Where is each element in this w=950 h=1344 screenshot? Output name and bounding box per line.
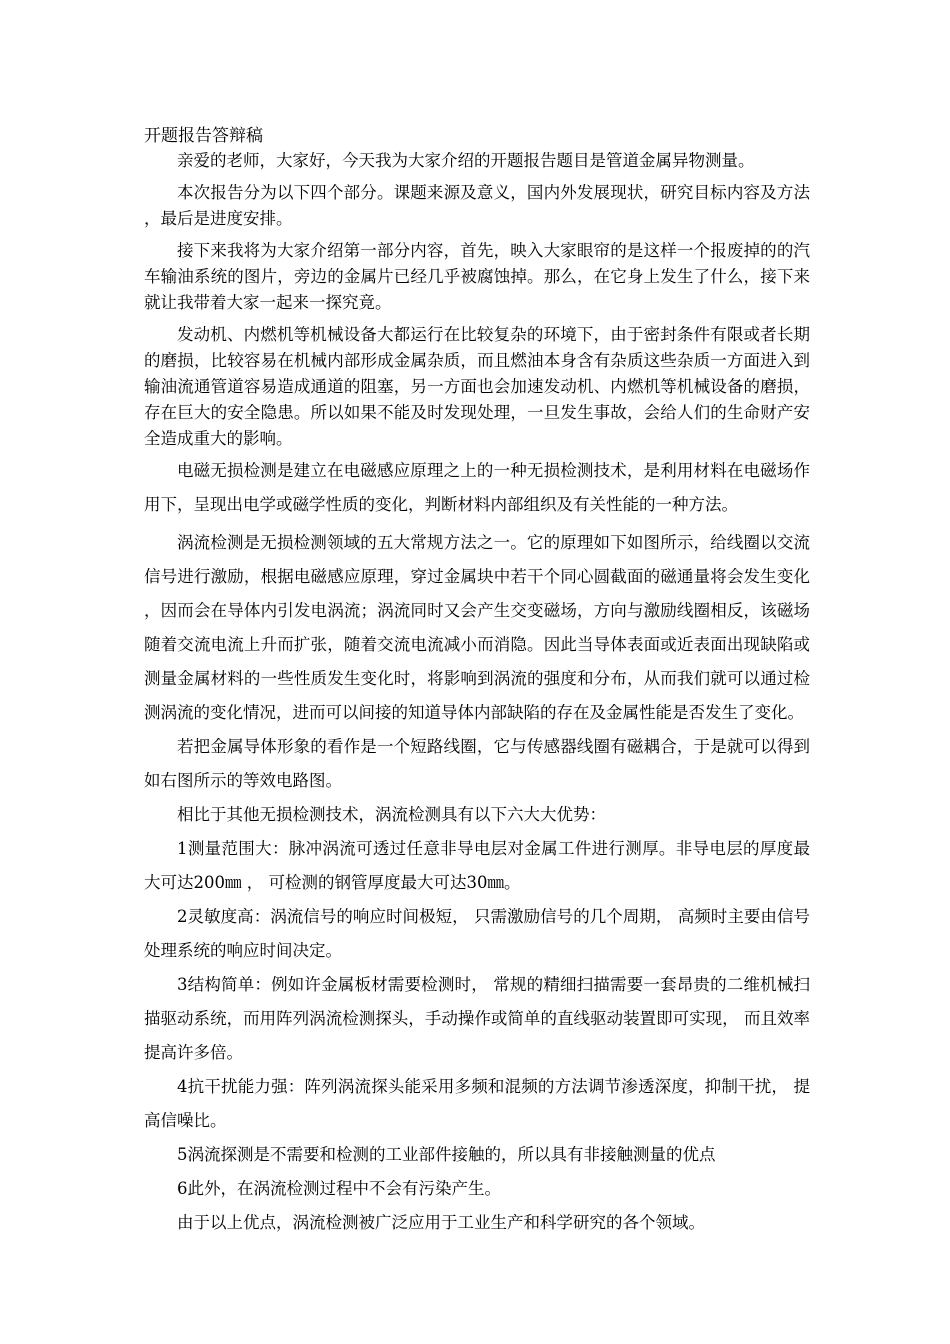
list-item-advantage-5: 5涡流探测是不需要和检测的工业部件接触的，所以具有非接触测量的优点 [177,1145,716,1164]
list-item-advantage-1: 1测量范围大：脉冲涡流可透过任意非导电层对金属工件进行测厚。非导电层的厚度最大可达200㎜ ， 可检测的钢管厚度最大可达30㎜。 [144,839,810,892]
list-item-advantage-2: 2灵敏度高：涡流信号的响应时间极短， 只需激励信号的几个周期， 高频时主要由信号处理系统的响应时间决定。 [144,907,810,960]
paragraph-greeting: 亲爱的老师，大家好，今天我为大家介绍的开题报告题目是管道金属异物测量。 [177,151,755,170]
paragraph-outline: 本次报告分为以下四个部分。课题来源及意义，国内外发展现状，研究目标内容及方法，最后是进度安排。 [144,183,810,228]
paragraph-introduction: 接下来我将为大家介绍第一部分内容，首先，映入大家眼帘的是这样一个报废掉的的汽车输油系统的图片，旁边的金属片已经几乎被腐蚀掉。那么，在它身上发生了什么，接下来就让我带着大家一起来一探究竟。 [144,241,810,312]
paragraph-equivalent-circuit: 若把金属导体形象的看作是一个短路线圈，它与传感器线圈有磁耦合，于是就可以得到如右图所示的等效电路图。 [144,737,810,790]
list-item-advantage-6: 6此外，在涡流检测过程中不会有污染产生。 [177,1179,501,1198]
document-page [144,124,810,1240]
paragraph-background: 发动机、内燃机等机械设备大都运行在比较复杂的环境下，由于密封条件有限或者长期的磨损，比较容易在机械内部形成金属杂质，而且燃油本身含有杂质这些杂质一方面进入到输油流通管道容易造成通道的阻塞，另一方面也会加速发动机、内燃机等机械设备的磨损，存在巨大的安全隐患。所以如果不能及时发现处理，一旦发生事故，会给人们的生命财产安全造成重大的影响。 [144,325,810,448]
document-title: 开题报告答辩稿 [144,126,263,146]
paragraph-electromagnetic-ndt: 电磁无损检测是建立在电磁感应原理之上的一种无损检测技术，是利用材料在电磁场作用下，呈现出电学或磁学性质的变化，判断材料内部组织及有关性能的一种方法。 [144,461,810,514]
paragraph-conclusion: 由于以上优点，涡流检测被广泛应用于工业生产和科学研究的各个领域。 [177,1213,705,1232]
list-item-advantage-3: 3结构简单：例如许金属板材需要检测时， 常规的精细扫描需要一套昂贵的二维机械扫描驱动系统，而用阵列涡流检测探头，手动操作或简单的直线驱动装置即可实现， 而且效率提高许多倍。 [144,975,810,1062]
paragraph-advantages-intro: 相比于其他无损检测技术，涡流检测具有以下六大大优势： [177,805,606,824]
list-item-advantage-4: 4抗干扰能力强：阵列涡流探头能采用多频和混频的方法调节渗透深度，抑制干扰， 提高信噪比。 [144,1077,810,1130]
paragraph-eddy-current-principle: 涡流检测是无损检测领域的五大常规方法之一。它的原理如下如图所示，给线圈以交流信号进行激励，根据电磁感应原理，穿过金属块中若干个同心圆截面的磁通量将会发生变化，因而会在导体内引发电涡流；涡流同时又会产生交变磁场，方向与激励线圈相反，该磁场随着交流电流上升而扩张，随着交流电流减小而消隐。因此当导体表面或近表面出现缺陷或测量金属材料的一些性质发生变化时，将影响到涡流的强度和分布，从而我们就可以通过检测涡流的变化情况，进而可以间接的知道导体内部缺陷的存在及金属性能是否发生了变化。 [144,533,810,722]
